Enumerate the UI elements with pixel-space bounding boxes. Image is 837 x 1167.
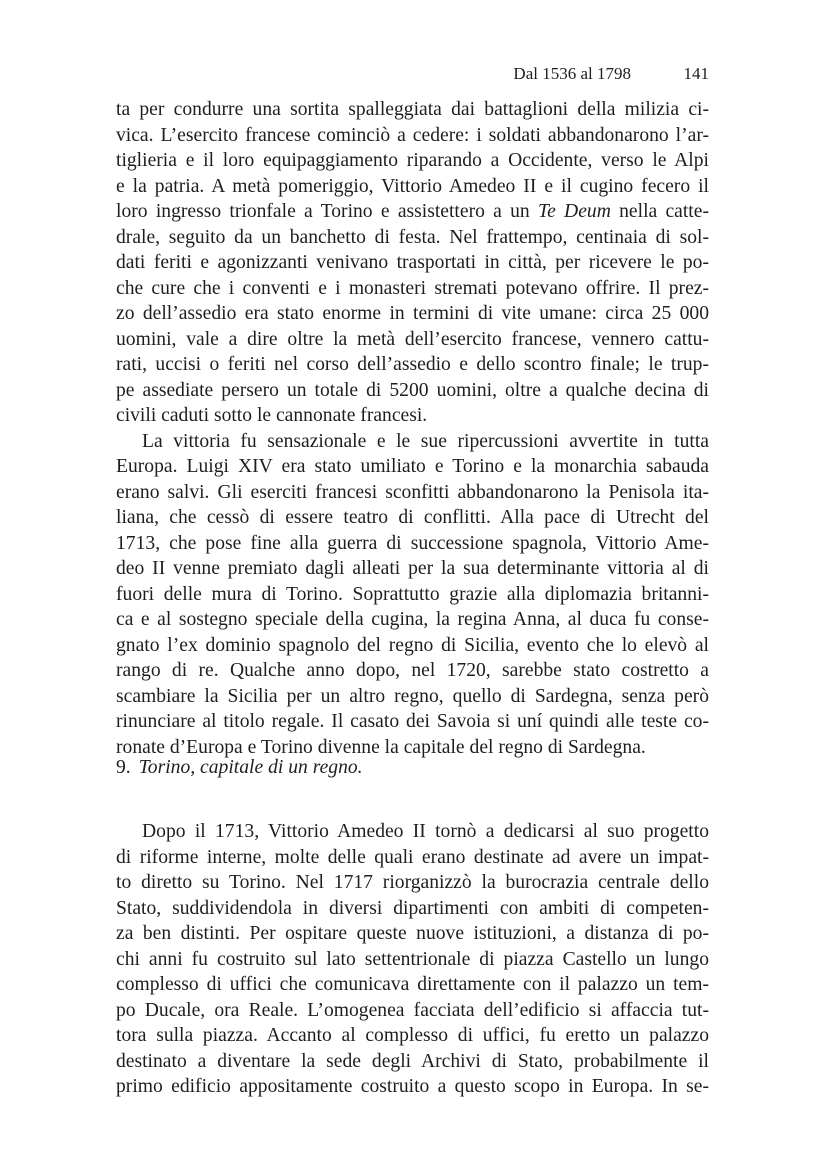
text-line: primo edificio appositamente costruito a questo scopo in Europa. In se- (116, 1076, 709, 1097)
text-line: Stato, suddividendola in diversi dipartimenti con ambiti di competen- (116, 897, 709, 919)
text-line: vica. L’esercito francese cominciò a cedere: i soldati abbandonarono l’ar- (116, 124, 709, 146)
text-line: deo II venne premiato dagli alleati per la sua determinante vittoria al di (116, 558, 709, 579)
text-line: rango di re. Qualche anno dopo, nel 1720, sarebbe stato costretto a (116, 660, 709, 681)
text-line: di riforme interne, molte delle quali erano destinate ad avere un impat- (116, 846, 709, 868)
text-line (116, 199, 709, 225)
text-line: Dopo il 1713, Vittorio Amedeo II tornò a dedicarsi al suo progetto (142, 821, 709, 842)
text-line: dati feriti e agonizzanti venivano trasportati in città, per ricevere le po- (116, 252, 709, 273)
text-line: fuori delle mura di Torino. Soprattutto grazie alla diplomazia britanni- (116, 583, 709, 605)
text-line: che cure che i conventi e i monasteri stremati potevano offrire. Il prez- (116, 277, 709, 299)
text-line: e la patria. A metà pomeriggio, Vittorio Amedeo II e il cugino fecero il (116, 175, 709, 197)
text-line: drale, seguito da un banchetto di festa. Nel frattempo, centinaia di sol- (116, 226, 709, 248)
text-run: nella catte- (610, 201, 709, 222)
text-line: civili caduti sotto le cannonate francesi. (116, 405, 428, 426)
text-line: to diretto su Torino. Nel 1717 riorganizzò la burocrazia centrale dello (116, 872, 709, 893)
text-line: scambiare la Sicilia per un altro regno, quello di Sardegna, senza però (116, 685, 709, 707)
text-line: rinunciare al titolo regale. Il casato dei Savoia si uní quindi alle teste co- (116, 711, 709, 732)
page-number: 141 (683, 64, 709, 83)
section-number: 9. (116, 757, 131, 778)
text-line: pe assediate persero un totale di 5200 uomini, oltre a qualche decina di (116, 379, 709, 401)
paragraph-3 (116, 819, 709, 1100)
section-heading (116, 755, 709, 781)
text-line: erano salvi. Gli eserciti francesi sconfitti abbandonarono la Penisola ita- (116, 481, 709, 503)
text-run: loro ingresso trionfale a Torino e assistettero a un (116, 201, 538, 222)
text-line: liana, che cessò di essere teatro di conflitti. Alla pace di Utrecht del (116, 507, 709, 528)
text-line: gnato l’ex dominio spagnolo del regno di Sicilia, evento che lo elevò al (116, 634, 709, 656)
text-line: tora sulla piazza. Accanto al complesso di uffici, fu eretto un palazzo (116, 1025, 709, 1046)
text-line: La vittoria fu sensazionale e le sue ripercussioni avvertite in tutta (142, 430, 709, 452)
text-line: po Ducale, ora Reale. L’omogenea facciata dell’edificio si affaccia tut- (116, 999, 709, 1021)
paragraph-2 (116, 429, 709, 761)
text-line: za ben distinti. Per ospitare queste nuove istituzioni, a distanza di po- (116, 923, 709, 944)
text-line: 1713, che pose fine alla guerra di successione spagnola, Vittorio Ame- (116, 532, 709, 554)
paragraph-1 (116, 97, 709, 429)
text-line: chi anni fu costruito sul lato settentrionale di piazza Castello un lungo (116, 948, 709, 970)
text-line: ca e al sostegno speciale della cugina, la regina Anna, al duca fu conse- (116, 609, 709, 630)
text-line: destinato a diventare la sede degli Archivi di Stato, probabilmente il (116, 1050, 709, 1072)
section-title: Torino, capitale di un regno. (138, 757, 363, 778)
text-line: rati, uccisi o feriti nel corso dell’assedio e dello scontro finale; le trup- (116, 354, 709, 375)
text-line: Europa. Luigi XIV era stato umiliato e Torino e la monarchia sabauda (116, 456, 709, 477)
text-line: ta per condurre una sortita spalleggiata dai battaglioni della milizia ci- (116, 99, 709, 120)
te-deum-italic: Te Deum (538, 201, 611, 222)
running-head-title: Dal 1536 al 1798 (513, 64, 631, 83)
text-line: zo dell’assedio era stato enorme in termini di vite umane: circa 25 000 (116, 303, 709, 324)
text-line: ronate d’Europa e Torino divenne la capitale del regno di Sardegna. (116, 736, 646, 758)
text-line: tiglieria e il loro equipaggiamento riparando a Occidente, verso le Alpi (116, 150, 709, 171)
text-line: complesso di uffici che comunicava direttamente con il palazzo un tem- (116, 974, 709, 995)
text-line: uomini, vale a dire oltre la metà dell’esercito francese, vennero cattu- (116, 328, 709, 350)
